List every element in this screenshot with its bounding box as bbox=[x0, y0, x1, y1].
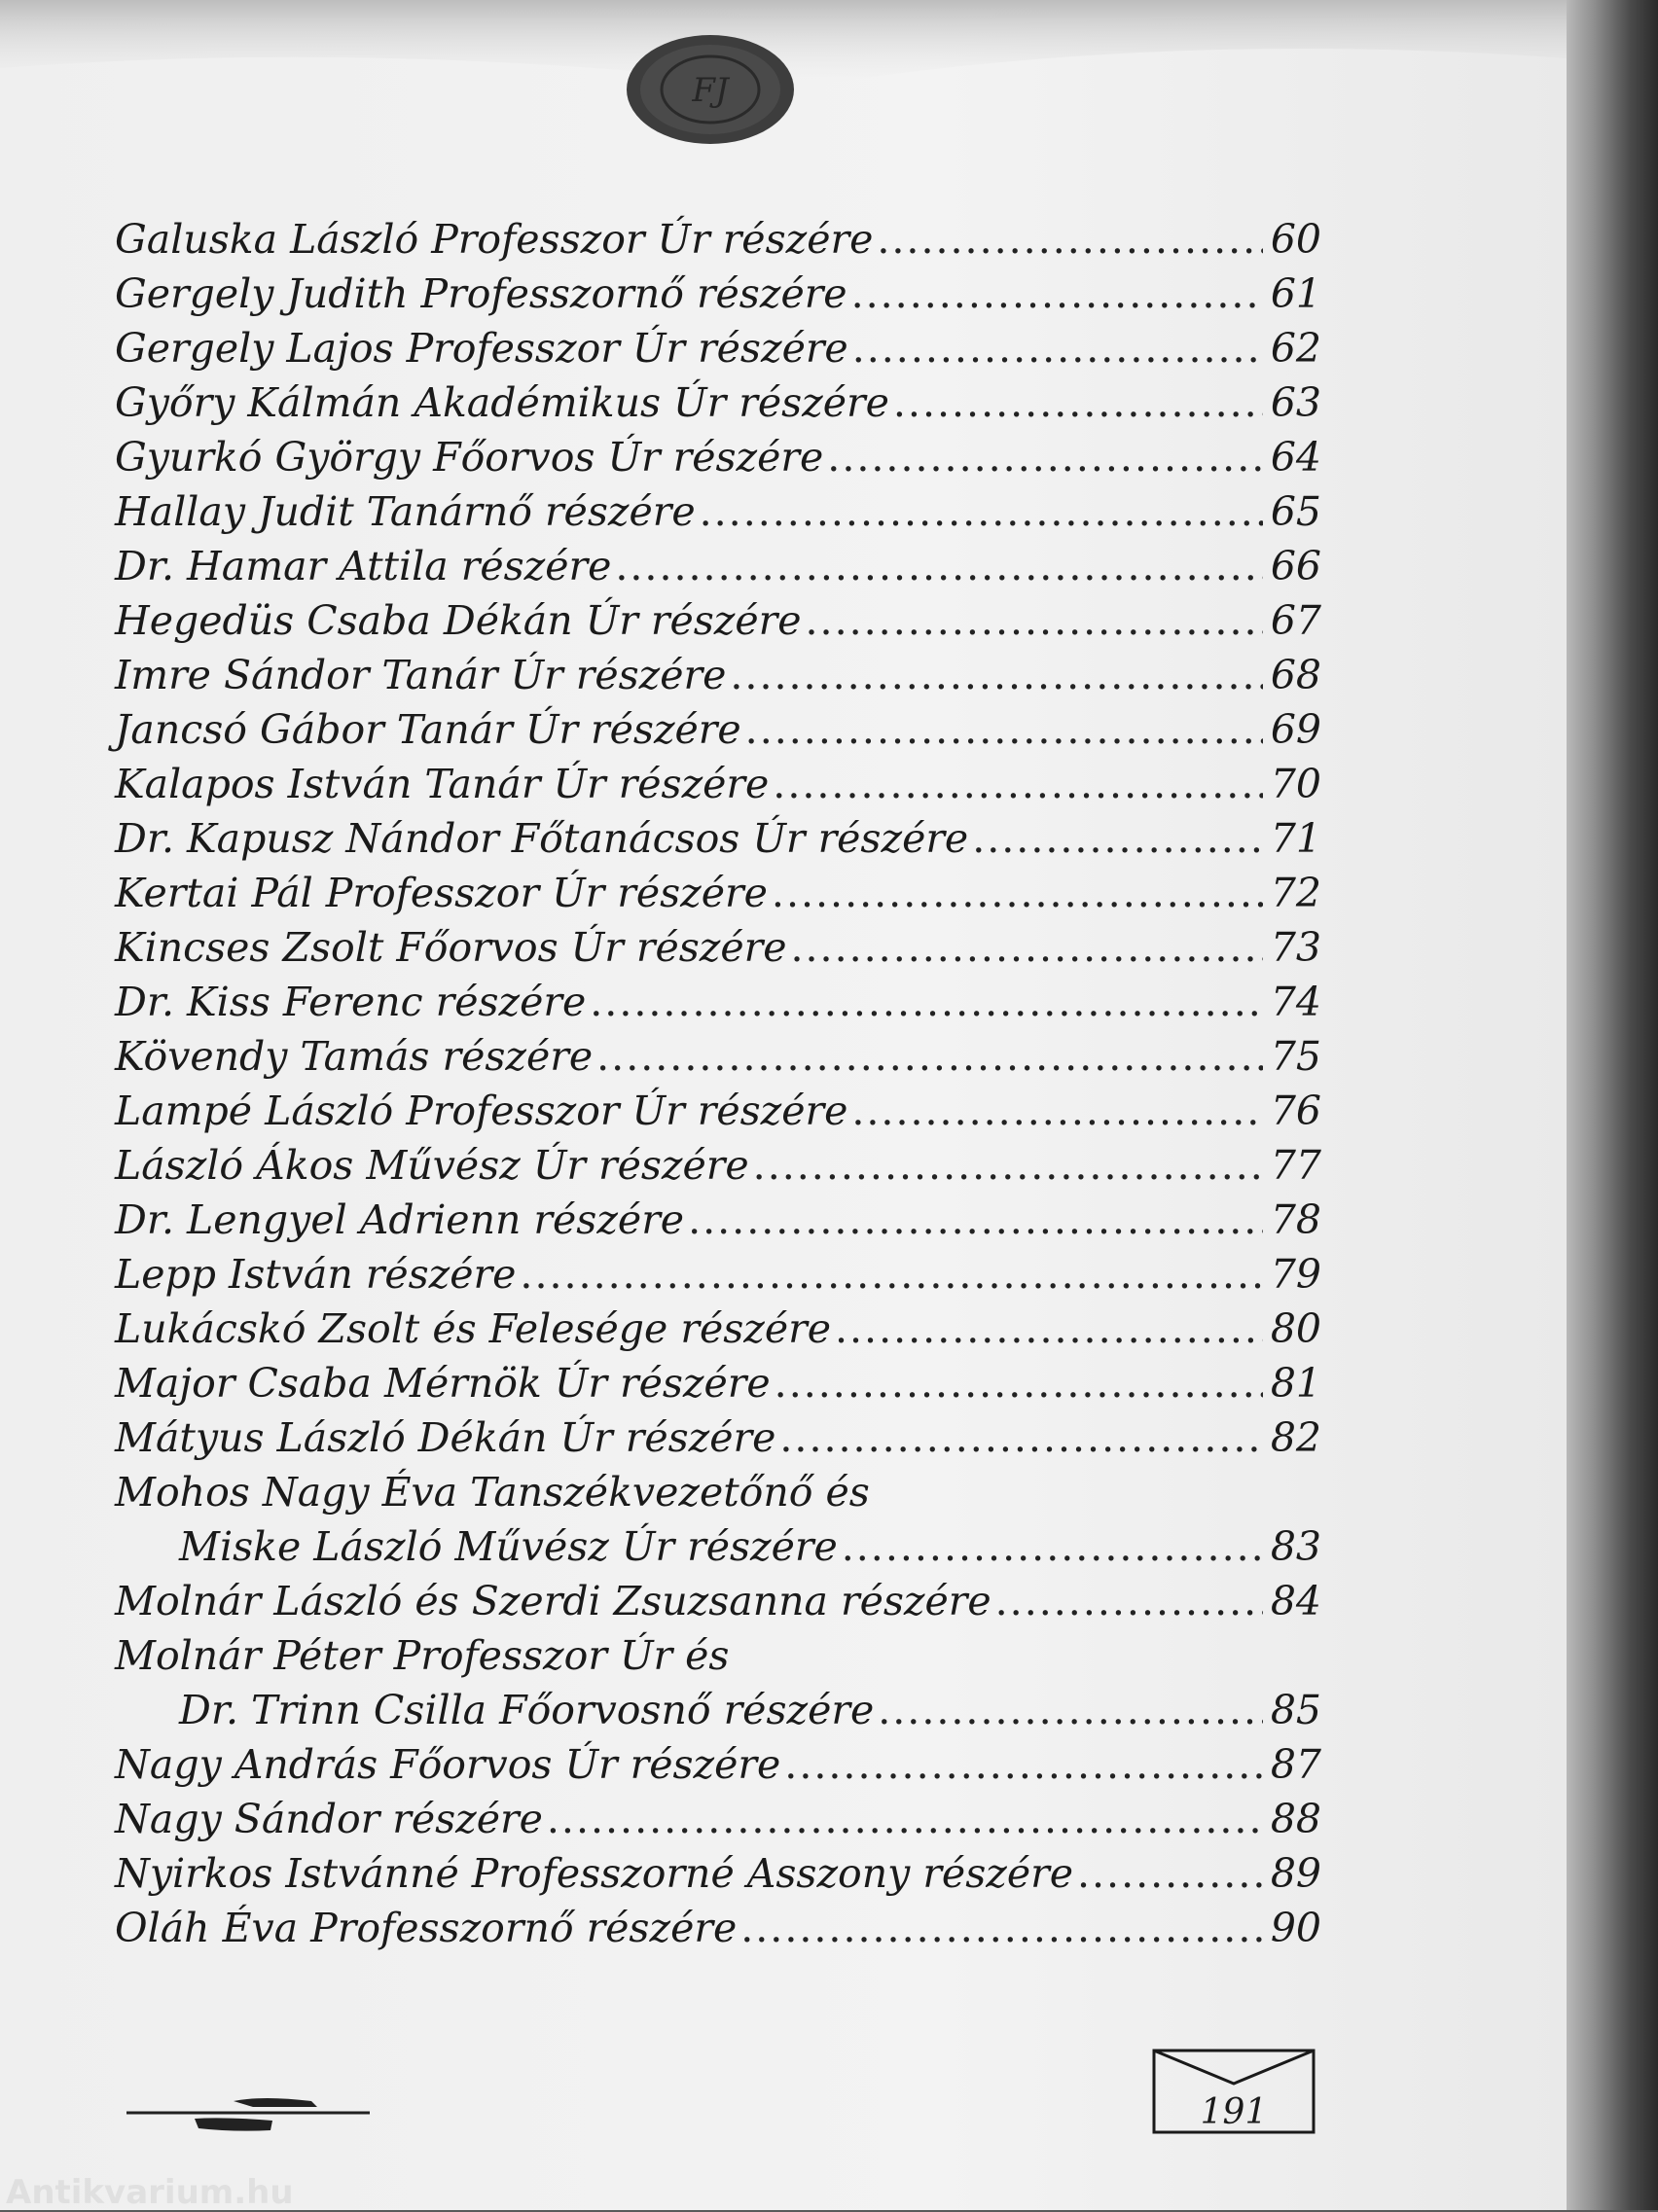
dot-leader bbox=[547, 1792, 1263, 1846]
toc-entry-label: Hegedüs Csaba Dékán Úr részére bbox=[115, 597, 802, 644]
toc-entry-label: Dr. Lengyel Adrienn részére bbox=[115, 1196, 685, 1243]
toc-entry-page: 90 bbox=[1270, 1905, 1321, 1951]
toc-entry-page: 60 bbox=[1270, 216, 1321, 263]
toc-entry-label: Galuska László Professzor Úr részére bbox=[115, 216, 874, 263]
dot-leader bbox=[827, 430, 1263, 484]
toc-entry bbox=[115, 1302, 1321, 1356]
toc-entry bbox=[115, 1683, 1321, 1737]
toc-entry bbox=[115, 1792, 1321, 1846]
dot-leader bbox=[877, 212, 1263, 267]
dot-leader bbox=[615, 539, 1263, 593]
toc-entry bbox=[115, 811, 1321, 866]
toc-entry-label: Kalapos István Tanár Úr részére bbox=[115, 761, 770, 807]
dot-leader bbox=[1077, 1846, 1263, 1901]
toc-entry-label: Kövendy Tamás részére bbox=[115, 1033, 594, 1080]
toc-entry bbox=[115, 1138, 1321, 1193]
toc-entry-label: Major Csaba Mérnök Úr részére bbox=[115, 1360, 771, 1407]
toc-entry-label: Gyurkó György Főorvos Úr részére bbox=[115, 434, 824, 481]
toc-entry bbox=[115, 1029, 1321, 1084]
dot-leader bbox=[775, 1356, 1263, 1410]
toc-entry bbox=[115, 920, 1321, 975]
seal-monogram: FJ bbox=[692, 71, 729, 110]
dot-leader bbox=[835, 1302, 1263, 1356]
page-edge bbox=[1567, 0, 1658, 2210]
toc-entry bbox=[115, 648, 1321, 702]
toc-entry-page: 62 bbox=[1270, 325, 1321, 372]
toc-entry bbox=[115, 1901, 1321, 1955]
toc-entry-label: Dr. Kiss Ferenc részére bbox=[115, 979, 587, 1025]
toc-entry-page: 78 bbox=[1270, 1196, 1321, 1243]
toc-entry-label: Molnár Péter Professzor Úr és bbox=[115, 1632, 730, 1679]
toc-entry bbox=[115, 1846, 1321, 1901]
toc-entry bbox=[115, 267, 1321, 321]
toc-entry-label: Molnár László és Szerdi Zsuzsanna részére bbox=[115, 1578, 991, 1624]
dot-leader bbox=[851, 1084, 1263, 1138]
toc-entry-label: Győry Kálmán Akadémikus Úr részére bbox=[115, 379, 889, 426]
dot-leader bbox=[688, 1193, 1263, 1247]
toc-entry-label: Nagy Sándor részére bbox=[115, 1796, 543, 1842]
toc-entry bbox=[115, 484, 1321, 539]
toc-entry-label: Imre Sándor Tanár Úr részére bbox=[115, 652, 727, 698]
dot-leader bbox=[995, 1574, 1263, 1628]
toc-entry-label: Kincses Zsolt Főorvos Úr részére bbox=[115, 924, 787, 971]
toc-entry bbox=[115, 539, 1321, 593]
toc-entry-label: Dr. Kapusz Nándor Főtanácsos Úr részére bbox=[115, 815, 969, 862]
dot-leader bbox=[972, 811, 1263, 866]
toc-entry-page: 74 bbox=[1270, 979, 1321, 1025]
wax-seal-icon bbox=[623, 31, 798, 148]
toc-entry-label: Kertai Pál Professzor Úr részére bbox=[115, 870, 768, 916]
toc-entry-page: 77 bbox=[1270, 1142, 1321, 1189]
toc-entry-label: Miske László Művész Úr részére bbox=[179, 1523, 838, 1570]
dot-leader bbox=[700, 484, 1263, 539]
toc-entry-page: 65 bbox=[1270, 488, 1321, 535]
toc-entry-label: Mohos Nagy Éva Tanszékvezetőnő és bbox=[115, 1469, 870, 1516]
dot-leader bbox=[596, 1029, 1263, 1084]
toc-entry-page: 67 bbox=[1270, 597, 1321, 644]
toc-entry bbox=[115, 1356, 1321, 1410]
toc-entry-label: Lampé László Professzor Úr részére bbox=[115, 1088, 848, 1134]
toc-entry-label: Dr. Trinn Csilla Főorvosnő részére bbox=[179, 1687, 875, 1733]
dot-leader bbox=[893, 375, 1263, 430]
watermark-text: Antikvarium.hu bbox=[6, 2173, 294, 2212]
toc-entry bbox=[115, 1574, 1321, 1628]
toc-entry-page: 64 bbox=[1270, 434, 1321, 481]
toc-entry bbox=[115, 1247, 1321, 1302]
toc-entry-label: Oláh Éva Professzornő részére bbox=[115, 1905, 738, 1951]
toc-entry-label: Lukácskó Zsolt és Felesége részére bbox=[115, 1305, 831, 1352]
toc-entry-page: 61 bbox=[1270, 270, 1321, 317]
toc-entry-page: 76 bbox=[1270, 1088, 1321, 1134]
toc-entry-page: 87 bbox=[1270, 1741, 1321, 1788]
toc-entry bbox=[115, 1410, 1321, 1465]
toc-entry-page: 83 bbox=[1270, 1523, 1321, 1570]
toc-entry bbox=[115, 321, 1321, 375]
page-number: 191 bbox=[1200, 2092, 1268, 2132]
dot-leader bbox=[779, 1410, 1263, 1465]
dot-leader bbox=[842, 1519, 1263, 1574]
toc-entry-page: 75 bbox=[1270, 1033, 1321, 1080]
toc-entry bbox=[115, 593, 1321, 648]
dot-leader bbox=[772, 866, 1263, 920]
toc-entry bbox=[115, 1084, 1321, 1138]
dot-leader bbox=[878, 1683, 1263, 1737]
toc-entry-page: 82 bbox=[1270, 1414, 1321, 1461]
dot-leader bbox=[745, 702, 1263, 757]
toc-entry bbox=[115, 702, 1321, 757]
dot-leader bbox=[590, 975, 1263, 1029]
toc-entry bbox=[115, 1519, 1321, 1574]
toc-entry-label: Lepp István részére bbox=[115, 1251, 517, 1298]
dot-leader bbox=[790, 920, 1263, 975]
dot-leader bbox=[520, 1247, 1263, 1302]
dot-leader bbox=[773, 757, 1263, 811]
toc-entry-page: 88 bbox=[1270, 1796, 1321, 1842]
toc-entry-page: 85 bbox=[1270, 1687, 1321, 1733]
toc-entry-page: 63 bbox=[1270, 379, 1321, 426]
toc-entry-label: Jancsó Gábor Tanár Úr részére bbox=[115, 706, 741, 753]
toc-entry bbox=[115, 375, 1321, 430]
toc-entry-page: 84 bbox=[1270, 1578, 1321, 1624]
toc-entry-label: Nyirkos Istvánné Professzorné Asszony részére bbox=[115, 1850, 1073, 1897]
toc-entry-label: Dr. Hamar Attila részére bbox=[115, 543, 612, 589]
toc-entry-label: Hallay Judit Tanárnő részére bbox=[115, 488, 696, 535]
toc-entry-page: 81 bbox=[1270, 1360, 1321, 1407]
dot-leader bbox=[852, 321, 1263, 375]
toc-entry bbox=[115, 866, 1321, 920]
toc-entry-label: Gergely Lajos Professzor Úr részére bbox=[115, 325, 848, 372]
toc-entry-label: Gergely Judith Professzornő részére bbox=[115, 270, 847, 317]
toc-entry-label: László Ákos Művész Úr részére bbox=[115, 1142, 749, 1189]
dot-leader bbox=[753, 1138, 1263, 1193]
toc-entry-page: 79 bbox=[1270, 1251, 1321, 1298]
toc-entry-page: 68 bbox=[1270, 652, 1321, 698]
dot-leader bbox=[730, 648, 1263, 702]
toc-entry bbox=[115, 1628, 1321, 1683]
toc-entry bbox=[115, 1465, 1321, 1519]
toc-entry bbox=[115, 1737, 1321, 1792]
toc-entry-page: 72 bbox=[1270, 870, 1321, 916]
toc-entry-label: Mátyus László Dékán Úr részére bbox=[115, 1414, 776, 1461]
toc-entry-page: 89 bbox=[1270, 1850, 1321, 1897]
toc-entry bbox=[115, 757, 1321, 811]
toc-entry-page: 70 bbox=[1270, 761, 1321, 807]
toc-entry bbox=[115, 1193, 1321, 1247]
toc-entry bbox=[115, 430, 1321, 484]
toc-entry-page: 69 bbox=[1270, 706, 1321, 753]
footer-ornament bbox=[126, 2091, 370, 2150]
toc-entry bbox=[115, 975, 1321, 1029]
toc-entry-page: 80 bbox=[1270, 1305, 1321, 1352]
table-of-contents bbox=[115, 212, 1321, 1955]
toc-entry-page: 66 bbox=[1270, 543, 1321, 589]
toc-entry-page: 73 bbox=[1270, 924, 1321, 971]
dot-leader bbox=[806, 593, 1263, 648]
dot-leader bbox=[784, 1737, 1263, 1792]
toc-entry-page: 71 bbox=[1270, 815, 1321, 862]
toc-entry bbox=[115, 212, 1321, 267]
dot-leader bbox=[851, 267, 1263, 321]
toc-entry-label: Nagy András Főorvos Úr részére bbox=[115, 1741, 781, 1788]
dot-leader bbox=[740, 1901, 1263, 1955]
